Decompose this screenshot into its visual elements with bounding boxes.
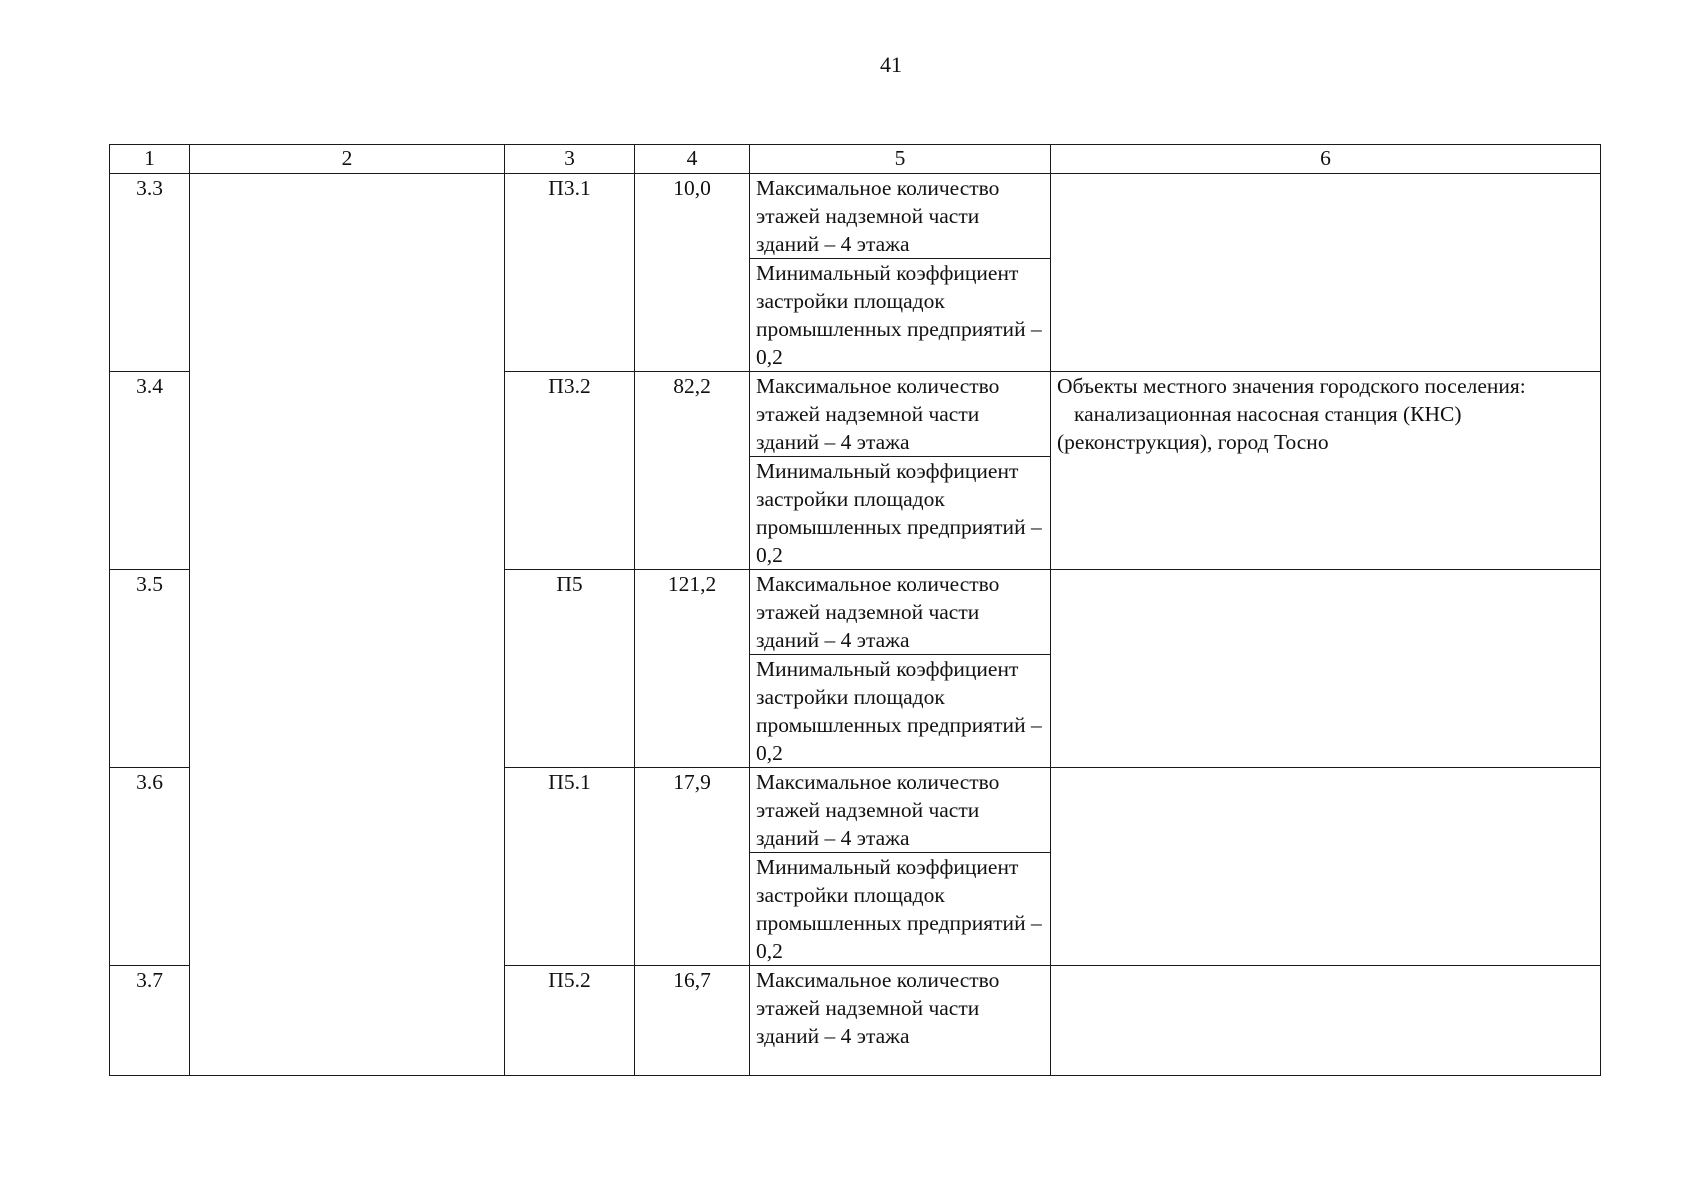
parameter-floors-cell: Максимальное количество этажей надземной части зданий – 4 этажа — [750, 174, 1051, 259]
header-cell: 6 — [1051, 145, 1601, 174]
zone-code-cell: П5.2 — [505, 966, 635, 1076]
parameter-floors-cell: Максимальное количество этажей надземной части зданий – 4 этажа — [750, 966, 1051, 1076]
zone-code-cell: П5 — [505, 570, 635, 768]
column-2-cell — [190, 174, 505, 1076]
objects-cell — [1051, 768, 1601, 966]
area-value-cell: 17,9 — [635, 768, 750, 966]
header-cell: 2 — [190, 145, 505, 174]
objects-line: Объекты местного значения городского поселения: — [1057, 374, 1526, 398]
header-cell: 5 — [750, 145, 1051, 174]
area-value-cell: 16,7 — [635, 966, 750, 1076]
header-cell: 3 — [505, 145, 635, 174]
zone-code-cell: П3.1 — [505, 174, 635, 372]
parameter-floors-cell: Максимальное количество этажей надземной части зданий – 4 этажа — [750, 570, 1051, 655]
zone-code-cell: П3.2 — [505, 372, 635, 570]
parameter-coefficient-cell: Минимальный коэффициент застройки площадок промышленных предприятий – 0,2 — [750, 259, 1051, 372]
objects-cell — [1051, 174, 1601, 372]
page-number: 41 — [880, 52, 902, 77]
table-row — [110, 174, 1601, 259]
parameter-floors-cell: Максимальное количество этажей надземной части зданий – 4 этажа — [750, 768, 1051, 853]
row-number-cell: 3.5 — [110, 570, 190, 768]
area-value-cell: 82,2 — [635, 372, 750, 570]
parameter-coefficient-cell: Минимальный коэффициент застройки площадок промышленных предприятий – 0,2 — [750, 457, 1051, 570]
header-cell: 1 — [110, 145, 190, 174]
objects-cell — [1051, 372, 1601, 570]
zone-code-cell: П5.1 — [505, 768, 635, 966]
objects-cell — [1051, 966, 1601, 1076]
objects-cell — [1051, 570, 1601, 768]
objects-line: (реконструкция), город Тосно — [1057, 430, 1329, 454]
objects-line: канализационная насосная станция (КНС) — [1074, 402, 1462, 426]
header-cell: 4 — [635, 145, 750, 174]
parameter-floors-cell: Максимальное количество этажей надземной части зданий – 4 этажа — [750, 372, 1051, 457]
data-table — [109, 144, 1601, 1076]
row-number-cell: 3.4 — [110, 372, 190, 570]
row-number-cell: 3.7 — [110, 966, 190, 1076]
area-value-cell: 10,0 — [635, 174, 750, 372]
parameter-coefficient-cell: Минимальный коэффициент застройки площадок промышленных предприятий – 0,2 — [750, 853, 1051, 966]
area-value-cell: 121,2 — [635, 570, 750, 768]
row-number-cell: 3.6 — [110, 768, 190, 966]
row-number-cell: 3.3 — [110, 174, 190, 372]
parameter-coefficient-cell: Минимальный коэффициент застройки площадок промышленных предприятий – 0,2 — [750, 655, 1051, 768]
table-header-row — [110, 145, 1601, 174]
